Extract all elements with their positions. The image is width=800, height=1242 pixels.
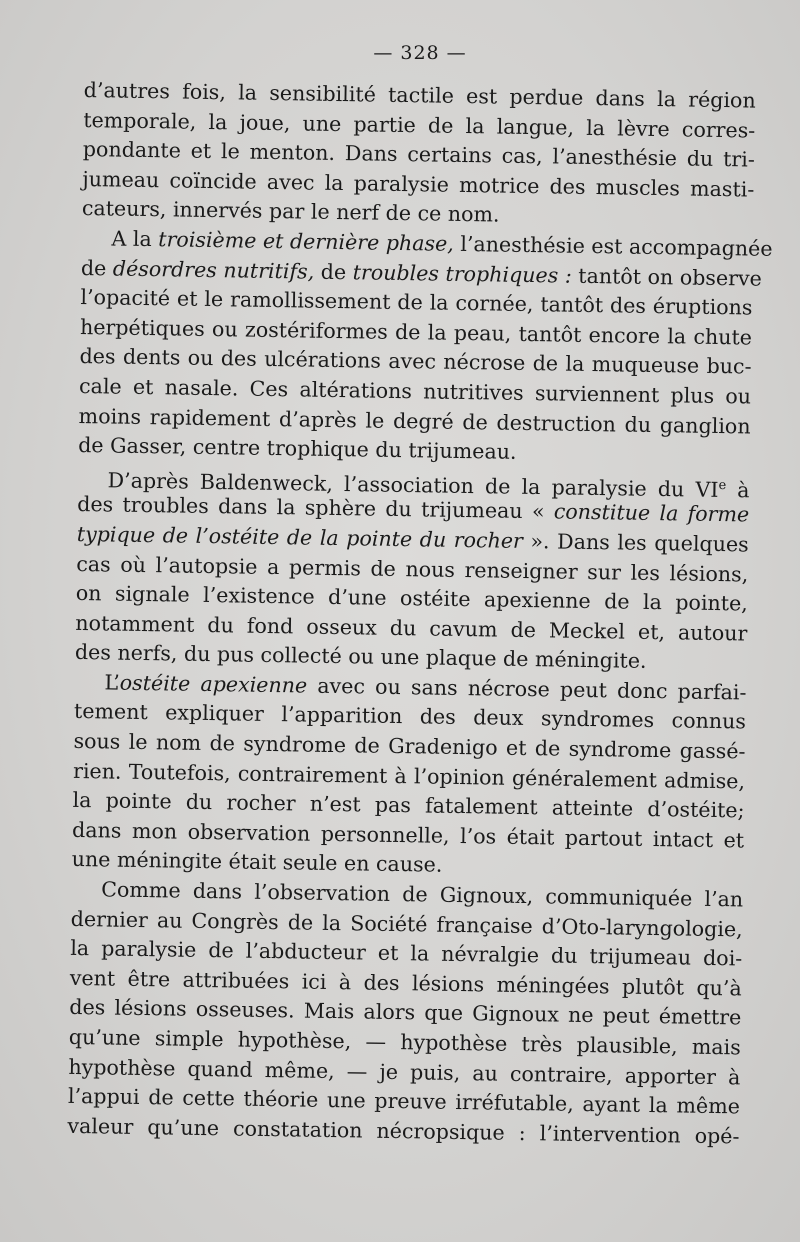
text-line: cale et nasale. Ces altérations nutritives surviennent plus ou bbox=[78, 373, 752, 409]
text-line: hypothèse quand même, — je puis, au contraire, apporter à bbox=[68, 1054, 741, 1090]
text-line: de Gasser, centre trophique du trijumeau. bbox=[78, 433, 517, 464]
text-line: dernier au Congrès de la Société française d’Oto-laryngologie, bbox=[70, 906, 743, 942]
text-run: tantôt on observe bbox=[571, 263, 763, 291]
text-line: temporale, la joue, une partie de la langue, la lèvre corres- bbox=[83, 107, 756, 143]
italic-run: ostéite apexienne bbox=[119, 670, 308, 698]
text-line: d’autres fois, la sensibilité tactile est perdue dans la région bbox=[83, 77, 756, 113]
italic-run: typique de l’ostéite de la pointe du rocher bbox=[76, 521, 524, 553]
text-line: pondante et le menton. Dans certains cas, l’anesthésie du tri- bbox=[82, 137, 755, 172]
text-line: herpétiques ou zostériformes de la peau, tantôt encore la chute bbox=[79, 314, 753, 350]
text-line: on signale l’existence d’une ostéite apexienne de la pointe, bbox=[75, 581, 748, 616]
text-run: l’anesthésie est accompagnée bbox=[453, 231, 773, 261]
italic-run: désordres nutritifs, bbox=[112, 256, 315, 284]
text-run: ». Dans les quelques bbox=[522, 528, 749, 557]
text-line: dans mon observation personnelle, l’os était partout intact et bbox=[71, 817, 745, 853]
text-run: des troubles dans la sphère du trijumeau « bbox=[77, 492, 555, 524]
text-line: sous le nom de syndrome de Gradenigo et de syndrome gassé- bbox=[73, 728, 746, 764]
text-line: l’appui de cette théorie une preuve irréfutable, ayant la même bbox=[67, 1084, 741, 1119]
italic-run: troubles trophiques : bbox=[352, 259, 572, 288]
text-line: une méningite était seule en cause. bbox=[71, 847, 443, 878]
text-line: cas où l’autopsie a permis de nous renseigner sur les lésions, bbox=[76, 551, 749, 586]
text-run: à bbox=[725, 477, 750, 503]
text-run: de bbox=[80, 255, 114, 281]
text-line: des dents ou des ulcérations avec nécrose de la muqueuse buc- bbox=[79, 344, 752, 379]
text-line: rien. Toutefois, contrairement à l’opinion généralement admise, bbox=[72, 758, 746, 794]
text-line: la pointe du rocher n’est pas fatalement atteinte d’ostéite; bbox=[72, 788, 745, 823]
text-line: moins rapidement d’après le degré de destruction du ganglion bbox=[78, 403, 751, 439]
text-line: Comme dans l’observation de Gignoux, communiquée l’an bbox=[101, 877, 744, 912]
superscript: e bbox=[718, 477, 727, 493]
text-line: notamment du fond osseux du cavum de Meckel et, autour bbox=[75, 610, 748, 646]
text-line: des lésions osseuses. Mais alors que Gignoux ne peut émettre bbox=[69, 995, 742, 1030]
text-line: la paralysie de l’abducteur et la névralgie du trijumeau doi- bbox=[70, 936, 743, 971]
text-line: des nerfs, du pus collecté ou une plaque de méningite. bbox=[74, 640, 647, 674]
body-text bbox=[67, 76, 773, 1152]
text-line: valeur qu’une constatation nécropsique : l’intervention opé- bbox=[67, 1113, 740, 1149]
text-line: cateurs, innervés par le nerf de ce nom. bbox=[81, 196, 500, 227]
italic-run: constitue la forme bbox=[553, 499, 750, 527]
page-number: — 328 — bbox=[373, 42, 467, 64]
text-run: A la bbox=[111, 226, 159, 252]
text-line: jumeau coïncide avec la paralysie motrice des muscles masti- bbox=[82, 166, 755, 202]
text-line: tement expliquer l’apparition des deux syndromes connus bbox=[73, 699, 747, 734]
text-run: D’après Baldenweck, l’association de la paralysie du VI bbox=[107, 468, 719, 502]
italic-run: troisième et dernière phase, bbox=[158, 227, 455, 256]
text-line: qu’une simple hypothèse, — hypothèse très plausible, mais bbox=[68, 1024, 742, 1060]
text-run: de bbox=[314, 259, 353, 284]
text-line: vent être attribuées ici à des lésions méningées plutôt qu’à bbox=[69, 965, 742, 1001]
text-run: L’ bbox=[104, 670, 120, 695]
text-run: avec ou sans nécrose peut donc parfai- bbox=[306, 673, 747, 705]
text-line: l’opacité et le ramollissement de la cornée, tantôt des éruptions bbox=[80, 285, 753, 320]
